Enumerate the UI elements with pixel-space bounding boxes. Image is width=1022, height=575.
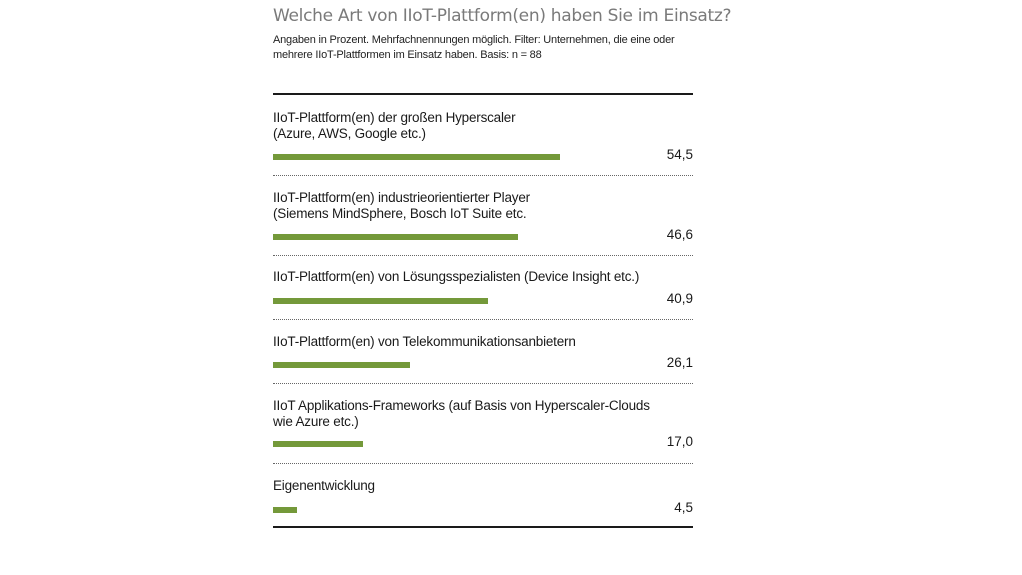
bar [273, 154, 560, 160]
category-label [273, 478, 653, 494]
category-label-line: (Siemens MindSphere, Bosch IoT Suite etc. [273, 206, 527, 221]
bar [273, 507, 297, 513]
chart-title: Welche Art von IIoT-Plattform(en) haben Sie im Einsatz? [273, 6, 732, 26]
category-label-line: IIoT-Plattform(en) von Telekommunikationsanbietern [273, 334, 576, 349]
row-separator [273, 319, 693, 320]
category-label-line: Eigenentwicklung [273, 478, 375, 493]
top-rule [273, 93, 693, 95]
row-separator [273, 463, 693, 464]
category-label-line: IIoT Applikations-Frameworks (auf Basis von Hyperscaler-Clouds [273, 398, 650, 413]
category-label-line: (Azure, AWS, Google etc.) [273, 126, 426, 141]
bottom-rule [273, 526, 693, 528]
category-label [273, 334, 653, 350]
value-label: 40,9 [666, 291, 693, 306]
subtitle-line: Angaben in Prozent. Mehrfachnennungen möglich. Filter: Unternehmen, die eine oder [273, 34, 675, 46]
category-label [273, 190, 653, 222]
bar [273, 298, 488, 304]
chart-subtitle [273, 33, 693, 63]
category-label-line: wie Azure etc.) [273, 414, 359, 429]
bar [273, 234, 518, 240]
row-separator [273, 383, 693, 384]
subtitle-line: mehrere IIoT-Plattformen im Einsatz haben. Basis: n = 88 [273, 49, 542, 61]
category-label [273, 269, 653, 285]
row-separator [273, 175, 693, 176]
bar [273, 441, 363, 447]
value-label: 4,5 [674, 500, 693, 515]
bar [273, 362, 410, 368]
value-label: 17,0 [666, 434, 693, 449]
category-label [273, 398, 653, 430]
category-label-line: IIoT-Plattform(en) von Lösungsspezialisten (Device Insight etc.) [273, 269, 640, 284]
value-label: 46,6 [666, 227, 693, 242]
category-label-line: IIoT-Plattform(en) der großen Hyperscaler [273, 110, 516, 125]
chart [273, 0, 732, 575]
value-label: 26,1 [666, 355, 693, 370]
category-label [273, 110, 653, 142]
category-label-line: IIoT-Plattform(en) industrieorientierter Player [273, 190, 530, 205]
value-label: 54,5 [666, 147, 693, 162]
row-separator [273, 255, 693, 256]
